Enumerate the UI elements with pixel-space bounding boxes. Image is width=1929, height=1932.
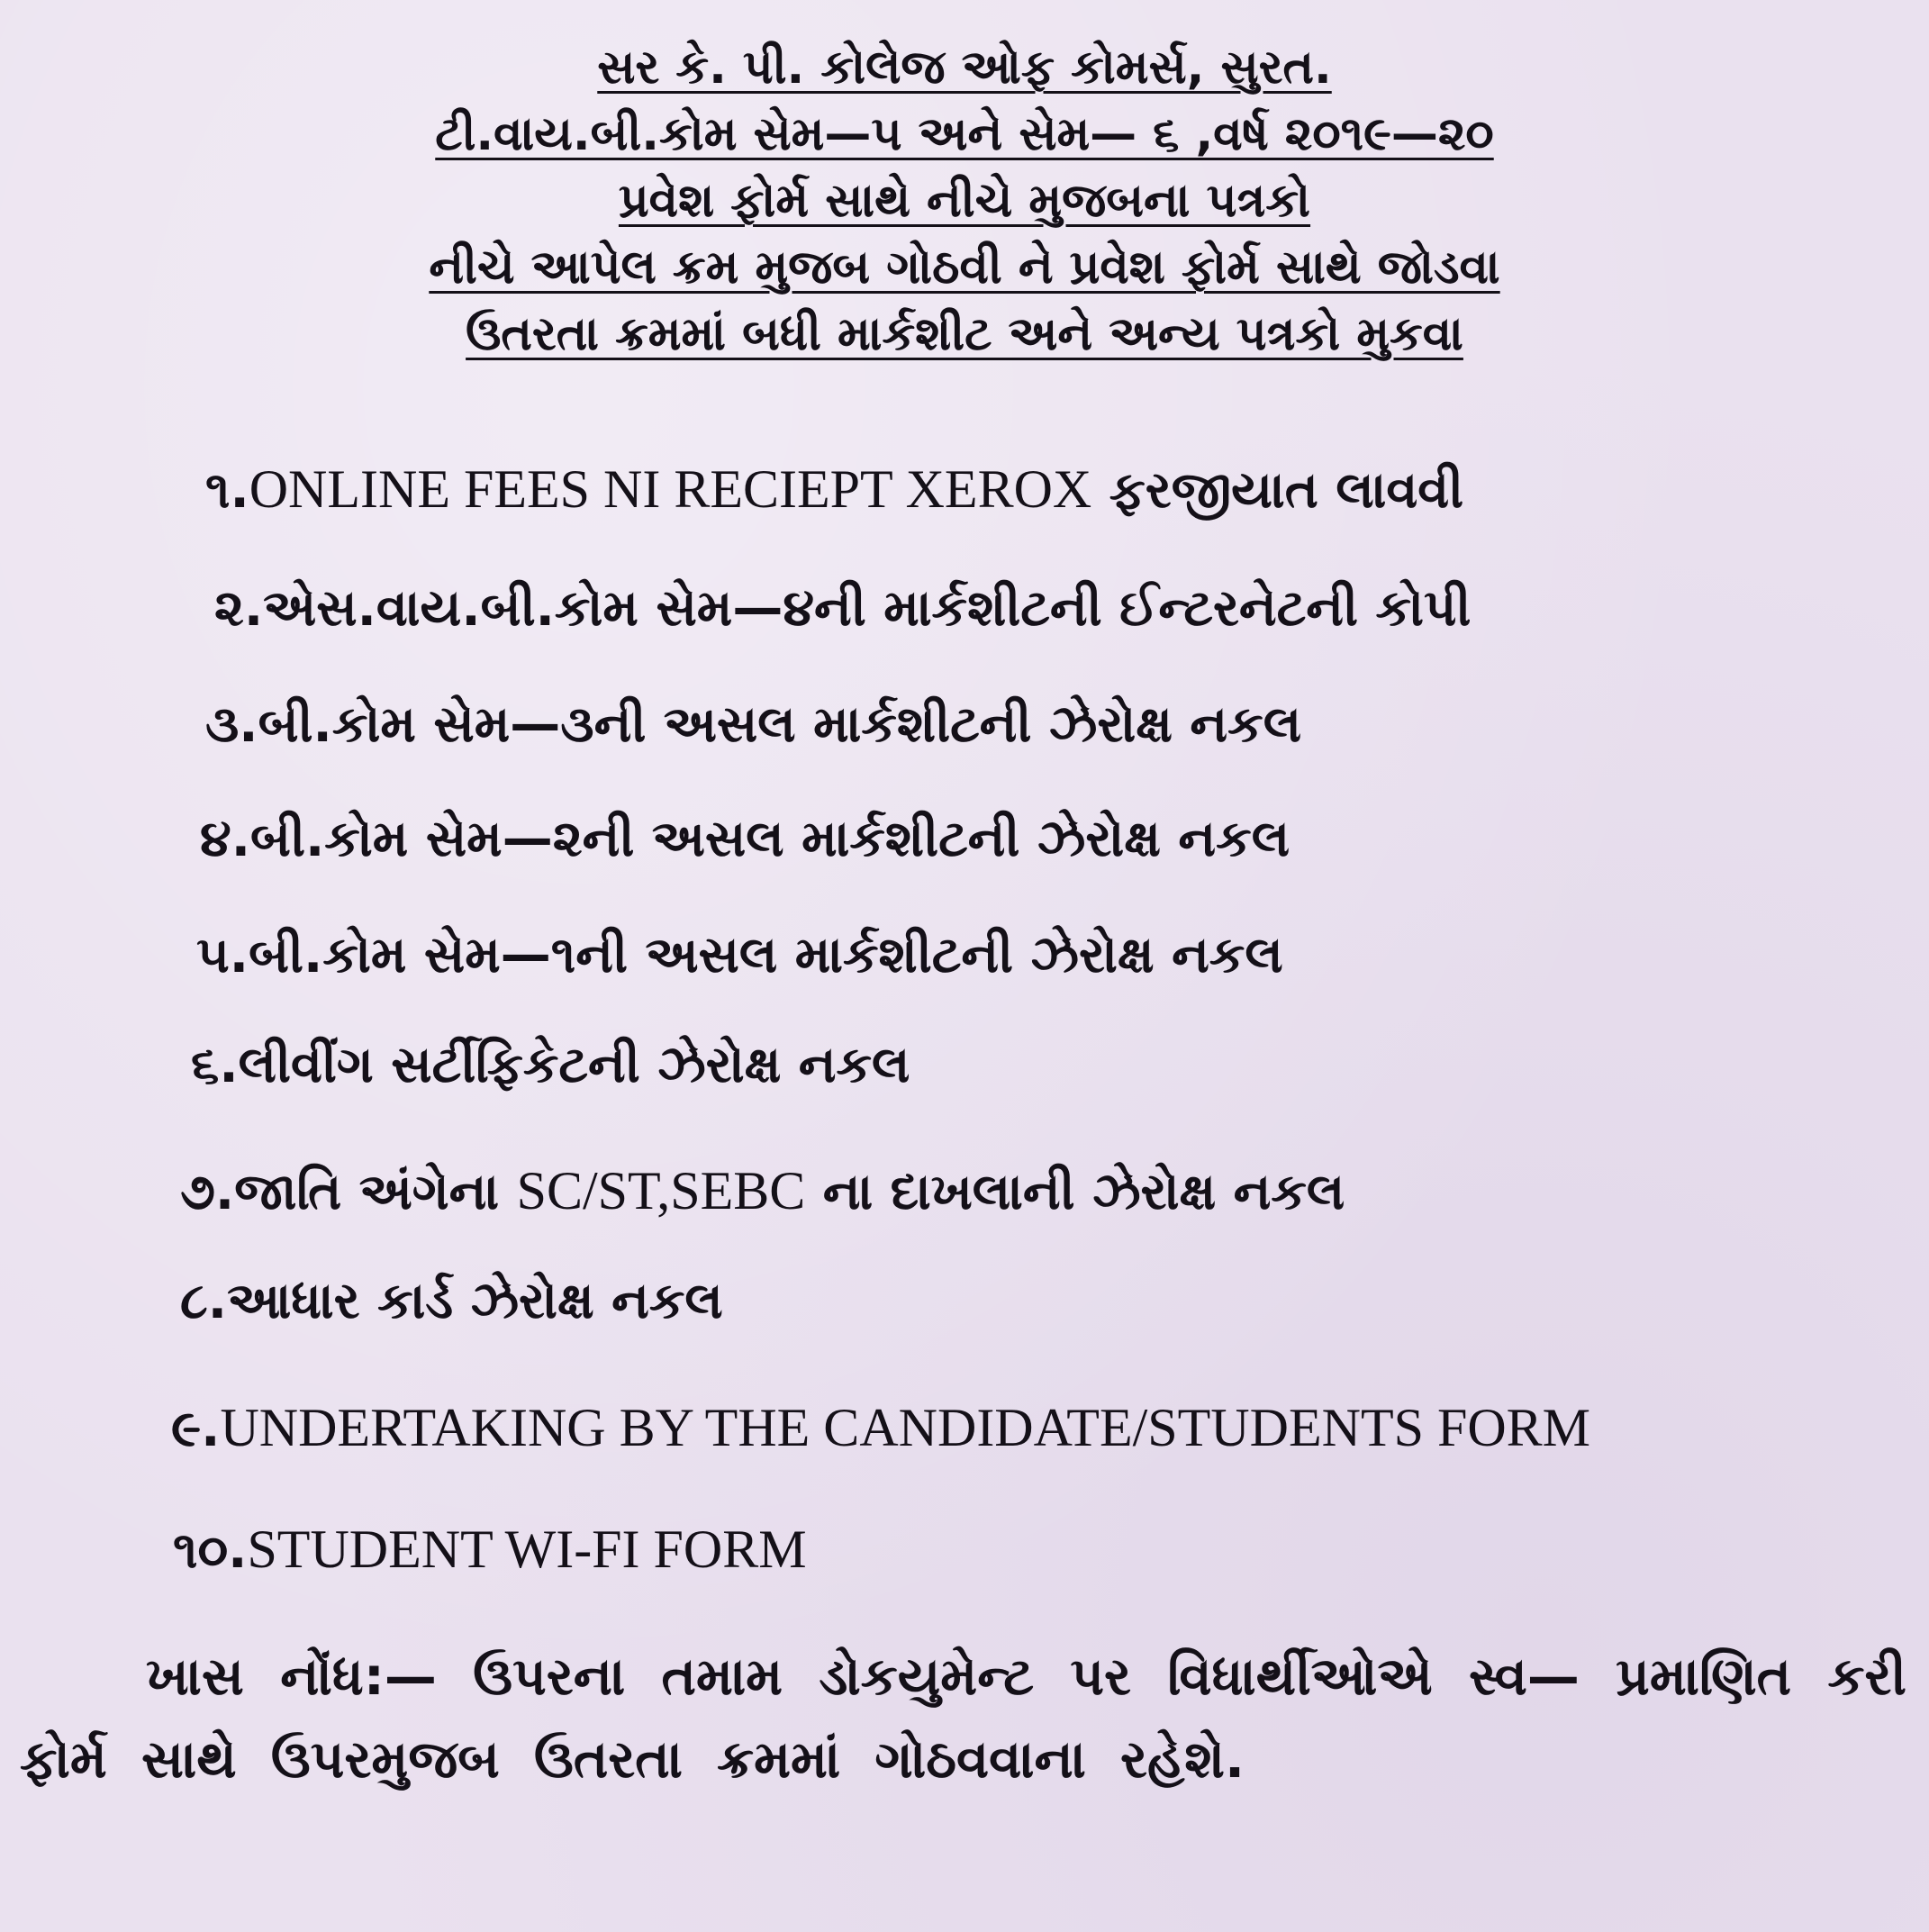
descending-order-text: ઉતરતા ક્રમમાં બધી માર્કશીટ અને અન્ય પત્રકો મુકવા — [466, 307, 1463, 361]
course-year-text: ટી.વાય.બી.કોમ સેમ—૫ અને સેમ— ૬ ,વર્ષ ૨૦૧૯—૨૦ — [435, 107, 1494, 161]
list-item — [200, 808, 1290, 871]
item-number: ૧. — [205, 461, 249, 520]
list-item — [205, 694, 1301, 757]
item-text: બી.કોમ સેમ—૧ની અસલ માર્કશીટની ઝેરોક્ષ નકલ — [249, 926, 1283, 984]
item-text: બી.કોમ સેમ—૩ની અસલ માર્કશીટની ઝેરોક્ષ નકલ — [258, 695, 1302, 754]
note-label: ખાસ નોંધ:— — [146, 1646, 437, 1707]
item-number: ૧૦. — [173, 1521, 248, 1580]
list-item — [180, 1159, 1345, 1224]
admission-form-text: પ્રવેશ ફોર્મ સાથે નીચે મુજબના પત્રકો — [618, 174, 1311, 228]
item-number: ૫. — [196, 926, 249, 984]
item-text: એસ.વાય.બી.કોમ સેમ—૪ની માર્કશીટની ઈન્ટરનેટની કોપી — [263, 579, 1472, 638]
list-item — [171, 1396, 1590, 1461]
item-prefix-text: જાતિ અંગેના — [234, 1163, 517, 1221]
item-latin-text: ONLINE FEES NI RECIEPT XEROX — [249, 459, 1092, 519]
item-latin-text: STUDENT WI-FI FORM — [247, 1519, 807, 1579]
note-text: ઉપરના તમામ ડોકયુમેન્ટ પર વિધાર્થીઓએ સ્વ— પ્રમાણિત કરી ફોર્મ સાથે ઉપરમુજબ ઉતરતા ક્રમમાં ગોઠવવાના રહેશે. — [20, 1646, 1906, 1790]
item-number: ૯. — [171, 1400, 221, 1458]
item-latin-text: SC/ST,SEBC — [516, 1161, 806, 1220]
item-text: આધાર કાર્ડ ઝેરોક્ષ નકલ — [227, 1272, 723, 1330]
order-instruction-text: નીચે આપેલ ક્રમ મુજબ ગોઠવી ને પ્રવેશ ફોર્મ સાથે જોડવા — [429, 240, 1500, 295]
item-number: ૮. — [180, 1272, 228, 1330]
list-item — [205, 458, 1463, 522]
list-item — [196, 924, 1283, 987]
item-text: ફરજીયાત લાવવી — [1091, 461, 1464, 520]
list-item — [173, 1518, 807, 1583]
item-number: ૨. — [214, 579, 264, 638]
item-text: ના દાખલાની ઝેરોક્ષ નકલ — [805, 1163, 1345, 1221]
item-number: ૩. — [205, 695, 258, 754]
special-note — [20, 1635, 1906, 1800]
list-item — [191, 1034, 910, 1097]
item-number: ૪. — [200, 810, 250, 868]
item-number: ૬. — [191, 1036, 239, 1094]
list-item — [180, 1270, 723, 1333]
list-item — [214, 577, 1471, 640]
item-latin-text: UNDERTAKING BY THE CANDIDATE/STUDENTS FORM — [220, 1398, 1591, 1457]
item-text: લીવીંગ સર્ટીફિકેટની ઝેરોક્ષ નકલ — [238, 1036, 910, 1094]
item-number: ૭. — [180, 1163, 235, 1221]
item-text: બી.કોમ સેમ—૨ની અસલ માર્કશીટની ઝેરોક્ષ નકલ — [250, 810, 1291, 868]
college-name-text: સર કે. પી. કોલેજ ઓફ કોમર્સ, સુરત. — [597, 41, 1332, 95]
